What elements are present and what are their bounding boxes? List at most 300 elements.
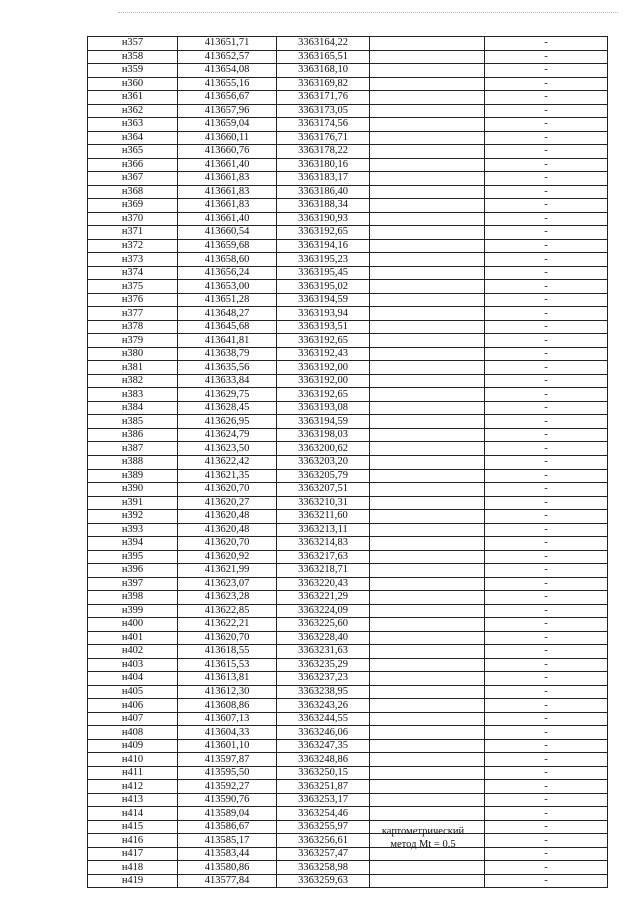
point-name-cell: н405 xyxy=(88,685,178,699)
point-name-cell: н383 xyxy=(88,388,178,402)
coordinates-table xyxy=(87,36,608,888)
method-cell xyxy=(370,793,485,807)
y-coordinate-cell: 3363195,45 xyxy=(277,266,370,280)
point-name-cell: н371 xyxy=(88,226,178,240)
x-coordinate-cell: 413635,56 xyxy=(178,361,277,375)
point-name-cell: н375 xyxy=(88,280,178,294)
point-name-cell: н401 xyxy=(88,631,178,645)
table-row xyxy=(88,564,608,578)
point-name-cell: н412 xyxy=(88,780,178,794)
accuracy-cell: - xyxy=(485,428,608,442)
x-coordinate-cell: 413661,83 xyxy=(178,199,277,213)
point-name-cell: н393 xyxy=(88,523,178,537)
table-row xyxy=(88,631,608,645)
point-name-cell: н394 xyxy=(88,537,178,551)
accuracy-cell: - xyxy=(485,388,608,402)
point-name-cell: н419 xyxy=(88,874,178,888)
y-coordinate-cell: 3363171,76 xyxy=(277,91,370,105)
accuracy-cell: - xyxy=(485,726,608,740)
table-row xyxy=(88,185,608,199)
point-name-cell: н368 xyxy=(88,185,178,199)
method-cell xyxy=(370,388,485,402)
y-coordinate-cell: 3363211,60 xyxy=(277,510,370,524)
header-scan-artifact xyxy=(118,12,618,14)
table-row xyxy=(88,685,608,699)
x-coordinate-cell: 413604,33 xyxy=(178,726,277,740)
table-row xyxy=(88,658,608,672)
x-coordinate-cell: 413645,68 xyxy=(178,320,277,334)
method-cell xyxy=(370,199,485,213)
y-coordinate-cell: 3363193,94 xyxy=(277,307,370,321)
method-cell xyxy=(370,104,485,118)
accuracy-cell: - xyxy=(485,118,608,132)
table-row xyxy=(88,50,608,64)
y-coordinate-cell: 3363213,11 xyxy=(277,523,370,537)
y-coordinate-cell: 3363221,29 xyxy=(277,591,370,605)
accuracy-cell: - xyxy=(485,266,608,280)
x-coordinate-cell: 413655,16 xyxy=(178,77,277,91)
x-coordinate-cell: 413580,86 xyxy=(178,861,277,875)
method-cell xyxy=(370,361,485,375)
table-row xyxy=(88,415,608,429)
table-row xyxy=(88,442,608,456)
accuracy-cell: - xyxy=(485,469,608,483)
point-name-cell: н380 xyxy=(88,347,178,361)
table-row xyxy=(88,739,608,753)
table-row xyxy=(88,537,608,551)
method-cell xyxy=(370,320,485,334)
table-row xyxy=(88,226,608,240)
y-coordinate-cell: 3363250,15 xyxy=(277,766,370,780)
x-coordinate-cell: 413654,08 xyxy=(178,64,277,78)
method-cell xyxy=(370,374,485,388)
accuracy-cell: - xyxy=(485,861,608,875)
point-name-cell: н406 xyxy=(88,699,178,713)
point-name-cell: н415 xyxy=(88,820,178,834)
accuracy-cell: - xyxy=(485,672,608,686)
x-coordinate-cell: 413621,35 xyxy=(178,469,277,483)
x-coordinate-cell: 413652,57 xyxy=(178,50,277,64)
method-cell xyxy=(370,172,485,186)
x-coordinate-cell: 413620,70 xyxy=(178,483,277,497)
method-cell xyxy=(370,510,485,524)
method-cell xyxy=(370,645,485,659)
accuracy-cell: - xyxy=(485,834,608,848)
table-row xyxy=(88,550,608,564)
accuracy-cell: - xyxy=(485,591,608,605)
point-name-cell: н409 xyxy=(88,739,178,753)
method-note-line2: метод Mt = 0.5 xyxy=(390,839,456,850)
method-cell xyxy=(370,564,485,578)
y-coordinate-cell: 3363195,23 xyxy=(277,253,370,267)
accuracy-cell: - xyxy=(485,307,608,321)
table-row xyxy=(88,158,608,172)
x-coordinate-cell: 413620,70 xyxy=(178,537,277,551)
y-coordinate-cell: 3363180,16 xyxy=(277,158,370,172)
method-cell xyxy=(370,807,485,821)
point-name-cell: н418 xyxy=(88,861,178,875)
accuracy-cell: - xyxy=(485,577,608,591)
point-name-cell: н404 xyxy=(88,672,178,686)
table-row xyxy=(88,64,608,78)
method-cell xyxy=(370,780,485,794)
point-name-cell: н379 xyxy=(88,334,178,348)
x-coordinate-cell: 413624,79 xyxy=(178,428,277,442)
accuracy-cell: - xyxy=(485,793,608,807)
x-coordinate-cell: 413660,76 xyxy=(178,145,277,159)
y-coordinate-cell: 3363194,59 xyxy=(277,415,370,429)
x-coordinate-cell: 413660,54 xyxy=(178,226,277,240)
point-name-cell: н388 xyxy=(88,455,178,469)
y-coordinate-cell: 3363200,62 xyxy=(277,442,370,456)
method-cell xyxy=(370,91,485,105)
point-name-cell: н378 xyxy=(88,320,178,334)
x-coordinate-cell: 413653,00 xyxy=(178,280,277,294)
point-name-cell: н399 xyxy=(88,604,178,618)
method-cell xyxy=(370,712,485,726)
method-cell xyxy=(370,212,485,226)
x-coordinate-cell: 413651,28 xyxy=(178,293,277,307)
method-note-line1: картометрический xyxy=(381,826,465,837)
table-row xyxy=(88,77,608,91)
accuracy-cell: - xyxy=(485,442,608,456)
y-coordinate-cell: 3363256,61 xyxy=(277,834,370,848)
method-cell xyxy=(370,50,485,64)
y-coordinate-cell: 3363231,63 xyxy=(277,645,370,659)
table-row xyxy=(88,131,608,145)
point-name-cell: н374 xyxy=(88,266,178,280)
table-row xyxy=(88,834,608,848)
table-row xyxy=(88,307,608,321)
table-row xyxy=(88,212,608,226)
y-coordinate-cell: 3363254,46 xyxy=(277,807,370,821)
accuracy-cell: - xyxy=(485,631,608,645)
method-cell xyxy=(370,226,485,240)
method-cell xyxy=(370,266,485,280)
accuracy-cell: - xyxy=(485,699,608,713)
x-coordinate-cell: 413590,76 xyxy=(178,793,277,807)
x-coordinate-cell: 413622,21 xyxy=(178,618,277,632)
method-cell xyxy=(370,415,485,429)
x-coordinate-cell: 413656,67 xyxy=(178,91,277,105)
method-cell xyxy=(370,523,485,537)
table-row xyxy=(88,455,608,469)
table-row xyxy=(88,483,608,497)
accuracy-cell: - xyxy=(485,226,608,240)
method-cell xyxy=(370,699,485,713)
method-cell xyxy=(370,537,485,551)
accuracy-cell: - xyxy=(485,280,608,294)
table-row xyxy=(88,253,608,267)
x-coordinate-cell: 413623,50 xyxy=(178,442,277,456)
accuracy-cell: - xyxy=(485,361,608,375)
accuracy-cell: - xyxy=(485,537,608,551)
table-row xyxy=(88,388,608,402)
y-coordinate-cell: 3363168,10 xyxy=(277,64,370,78)
point-name-cell: н411 xyxy=(88,766,178,780)
method-cell xyxy=(370,77,485,91)
accuracy-cell: - xyxy=(485,158,608,172)
y-coordinate-cell: 3363228,40 xyxy=(277,631,370,645)
table-row xyxy=(88,793,608,807)
point-name-cell: н357 xyxy=(88,37,178,51)
accuracy-cell: - xyxy=(485,37,608,51)
point-name-cell: н370 xyxy=(88,212,178,226)
method-cell xyxy=(370,874,485,888)
y-coordinate-cell: 3363186,40 xyxy=(277,185,370,199)
accuracy-cell: - xyxy=(485,766,608,780)
x-coordinate-cell: 413660,11 xyxy=(178,131,277,145)
x-coordinate-cell: 413613,81 xyxy=(178,672,277,686)
point-name-cell: н361 xyxy=(88,91,178,105)
point-name-cell: н362 xyxy=(88,104,178,118)
y-coordinate-cell: 3363259,63 xyxy=(277,874,370,888)
y-coordinate-cell: 3363194,16 xyxy=(277,239,370,253)
y-coordinate-cell: 3363258,98 xyxy=(277,861,370,875)
table-row xyxy=(88,347,608,361)
y-coordinate-cell: 3363188,34 xyxy=(277,199,370,213)
x-coordinate-cell: 413620,48 xyxy=(178,523,277,537)
point-name-cell: н377 xyxy=(88,307,178,321)
x-coordinate-cell: 413661,83 xyxy=(178,185,277,199)
accuracy-cell: - xyxy=(485,712,608,726)
y-coordinate-cell: 3363251,87 xyxy=(277,780,370,794)
table-row xyxy=(88,361,608,375)
x-coordinate-cell: 413585,17 xyxy=(178,834,277,848)
table-row xyxy=(88,172,608,186)
table-row xyxy=(88,374,608,388)
method-cell xyxy=(370,739,485,753)
table-row xyxy=(88,199,608,213)
method-cell xyxy=(370,672,485,686)
y-coordinate-cell: 3363192,65 xyxy=(277,226,370,240)
accuracy-cell: - xyxy=(485,645,608,659)
y-coordinate-cell: 3363224,09 xyxy=(277,604,370,618)
point-name-cell: н364 xyxy=(88,131,178,145)
x-coordinate-cell: 413592,27 xyxy=(178,780,277,794)
x-coordinate-cell: 413597,87 xyxy=(178,753,277,767)
x-coordinate-cell: 413638,79 xyxy=(178,347,277,361)
point-name-cell: н384 xyxy=(88,401,178,415)
x-coordinate-cell: 413622,85 xyxy=(178,604,277,618)
y-coordinate-cell: 3363246,06 xyxy=(277,726,370,740)
point-name-cell: н392 xyxy=(88,510,178,524)
method-cell xyxy=(370,631,485,645)
x-coordinate-cell: 413658,60 xyxy=(178,253,277,267)
point-name-cell: н395 xyxy=(88,550,178,564)
point-name-cell: н387 xyxy=(88,442,178,456)
y-coordinate-cell: 3363257,47 xyxy=(277,847,370,861)
point-name-cell: н410 xyxy=(88,753,178,767)
point-name-cell: н414 xyxy=(88,807,178,821)
point-name-cell: н413 xyxy=(88,793,178,807)
table-row xyxy=(88,145,608,159)
x-coordinate-cell: 413661,40 xyxy=(178,212,277,226)
method-cell xyxy=(370,577,485,591)
table-row xyxy=(88,280,608,294)
x-coordinate-cell: 413589,04 xyxy=(178,807,277,821)
table-row xyxy=(88,604,608,618)
y-coordinate-cell: 3363183,17 xyxy=(277,172,370,186)
x-coordinate-cell: 413620,70 xyxy=(178,631,277,645)
y-coordinate-cell: 3363243,26 xyxy=(277,699,370,713)
y-coordinate-cell: 3363207,51 xyxy=(277,483,370,497)
point-name-cell: н391 xyxy=(88,496,178,510)
x-coordinate-cell: 413657,96 xyxy=(178,104,277,118)
table-row xyxy=(88,577,608,591)
x-coordinate-cell: 413601,10 xyxy=(178,739,277,753)
x-coordinate-cell: 413612,30 xyxy=(178,685,277,699)
method-cell xyxy=(370,455,485,469)
method-cell xyxy=(370,37,485,51)
accuracy-cell: - xyxy=(485,658,608,672)
method-cell xyxy=(370,604,485,618)
x-coordinate-cell: 413659,04 xyxy=(178,118,277,132)
accuracy-cell: - xyxy=(485,820,608,834)
method-cell xyxy=(370,253,485,267)
point-name-cell: н389 xyxy=(88,469,178,483)
method-cell xyxy=(370,861,485,875)
x-coordinate-cell: 413595,50 xyxy=(178,766,277,780)
x-coordinate-cell: 413651,71 xyxy=(178,37,277,51)
y-coordinate-cell: 3363174,56 xyxy=(277,118,370,132)
method-cell xyxy=(370,550,485,564)
accuracy-cell: - xyxy=(485,77,608,91)
x-coordinate-cell: 413629,75 xyxy=(178,388,277,402)
x-coordinate-cell: 413659,68 xyxy=(178,239,277,253)
table-row xyxy=(88,510,608,524)
point-name-cell: н366 xyxy=(88,158,178,172)
x-coordinate-cell: 413620,48 xyxy=(178,510,277,524)
method-cell xyxy=(370,131,485,145)
x-coordinate-cell: 413620,27 xyxy=(178,496,277,510)
y-coordinate-cell: 3363164,22 xyxy=(277,37,370,51)
method-cell xyxy=(370,469,485,483)
x-coordinate-cell: 413618,55 xyxy=(178,645,277,659)
accuracy-cell: - xyxy=(485,618,608,632)
y-coordinate-cell: 3363192,43 xyxy=(277,347,370,361)
accuracy-cell: - xyxy=(485,347,608,361)
table-row xyxy=(88,847,608,861)
x-coordinate-cell: 413620,92 xyxy=(178,550,277,564)
y-coordinate-cell: 3363214,83 xyxy=(277,537,370,551)
x-coordinate-cell: 413661,40 xyxy=(178,158,277,172)
table-row xyxy=(88,401,608,415)
table-row xyxy=(88,266,608,280)
method-cell xyxy=(370,496,485,510)
x-coordinate-cell: 413648,27 xyxy=(178,307,277,321)
table-row xyxy=(88,753,608,767)
table-row xyxy=(88,591,608,605)
y-coordinate-cell: 3363218,71 xyxy=(277,564,370,578)
table-row xyxy=(88,874,608,888)
point-name-cell: н385 xyxy=(88,415,178,429)
point-name-cell: н367 xyxy=(88,172,178,186)
table-row xyxy=(88,523,608,537)
table-row xyxy=(88,239,608,253)
table-row xyxy=(88,766,608,780)
method-cell xyxy=(370,307,485,321)
accuracy-cell: - xyxy=(485,212,608,226)
point-name-cell: н365 xyxy=(88,145,178,159)
y-coordinate-cell: 3363173,05 xyxy=(277,104,370,118)
point-name-cell: н373 xyxy=(88,253,178,267)
y-coordinate-cell: 3363192,65 xyxy=(277,334,370,348)
method-cell xyxy=(370,185,485,199)
table-row xyxy=(88,334,608,348)
accuracy-cell: - xyxy=(485,320,608,334)
x-coordinate-cell: 413623,28 xyxy=(178,591,277,605)
x-coordinate-cell: 413622,42 xyxy=(178,455,277,469)
x-coordinate-cell: 413615,53 xyxy=(178,658,277,672)
accuracy-cell: - xyxy=(485,483,608,497)
point-name-cell: н363 xyxy=(88,118,178,132)
table-row xyxy=(88,645,608,659)
point-name-cell: н372 xyxy=(88,239,178,253)
method-cell xyxy=(370,158,485,172)
point-name-cell: н408 xyxy=(88,726,178,740)
table-row xyxy=(88,469,608,483)
method-cell xyxy=(370,334,485,348)
accuracy-cell: - xyxy=(485,739,608,753)
accuracy-cell: - xyxy=(485,847,608,861)
x-coordinate-cell: 413583,44 xyxy=(178,847,277,861)
table-row xyxy=(88,37,608,51)
point-name-cell: н358 xyxy=(88,50,178,64)
y-coordinate-cell: 3363165,51 xyxy=(277,50,370,64)
method-note xyxy=(366,825,480,851)
table-row xyxy=(88,618,608,632)
method-cell xyxy=(370,118,485,132)
method-cell xyxy=(370,591,485,605)
coordinates-table-body xyxy=(88,37,608,888)
accuracy-cell: - xyxy=(485,50,608,64)
x-coordinate-cell: 413577,84 xyxy=(178,874,277,888)
point-name-cell: н402 xyxy=(88,645,178,659)
accuracy-cell: - xyxy=(485,172,608,186)
y-coordinate-cell: 3363194,59 xyxy=(277,293,370,307)
point-name-cell: н417 xyxy=(88,847,178,861)
method-cell xyxy=(370,618,485,632)
method-cell xyxy=(370,726,485,740)
method-cell xyxy=(370,401,485,415)
y-coordinate-cell: 3363205,79 xyxy=(277,469,370,483)
y-coordinate-cell: 3363195,02 xyxy=(277,280,370,294)
x-coordinate-cell: 413656,24 xyxy=(178,266,277,280)
x-coordinate-cell: 413628,45 xyxy=(178,401,277,415)
accuracy-cell: - xyxy=(485,334,608,348)
table-row xyxy=(88,104,608,118)
y-coordinate-cell: 3363210,31 xyxy=(277,496,370,510)
method-cell xyxy=(370,239,485,253)
table-row xyxy=(88,428,608,442)
y-coordinate-cell: 3363238,95 xyxy=(277,685,370,699)
y-coordinate-cell: 3363198,03 xyxy=(277,428,370,442)
point-name-cell: н360 xyxy=(88,77,178,91)
point-name-cell: н390 xyxy=(88,483,178,497)
y-coordinate-cell: 3363192,00 xyxy=(277,361,370,375)
y-coordinate-cell: 3363235,29 xyxy=(277,658,370,672)
method-cell xyxy=(370,64,485,78)
method-cell xyxy=(370,483,485,497)
x-coordinate-cell: 413608,86 xyxy=(178,699,277,713)
table-row xyxy=(88,496,608,510)
y-coordinate-cell: 3363220,43 xyxy=(277,577,370,591)
accuracy-cell: - xyxy=(485,564,608,578)
accuracy-cell: - xyxy=(485,550,608,564)
accuracy-cell: - xyxy=(485,145,608,159)
accuracy-cell: - xyxy=(485,91,608,105)
